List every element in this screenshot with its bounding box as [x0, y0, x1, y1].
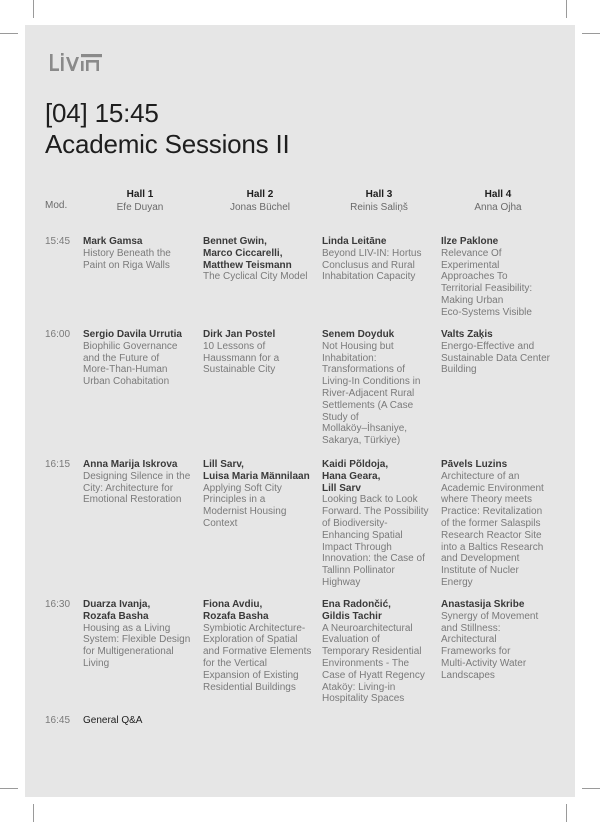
time-slot: 16:45: [45, 715, 71, 726]
title-line: Experimental: [441, 259, 500, 271]
talk-title: [203, 483, 321, 530]
hall-moderator: Efe Duyan: [116, 202, 164, 213]
title-line: Ataköy: Living-in: [322, 681, 396, 693]
title-line: for Multigenerational: [83, 646, 174, 658]
title-line: Case of Hyatt Regency: [322, 669, 425, 681]
title-line: Residential Buildings: [203, 681, 296, 693]
hall-header: [439, 188, 557, 214]
title-line: Making Urban: [441, 294, 504, 306]
crop-mark: [33, 0, 34, 18]
talk-title: [203, 623, 321, 694]
title-line: Synergy of Movement: [441, 610, 539, 622]
title-line: Context: [203, 517, 238, 529]
author-line: Anastasija Skribe: [441, 599, 525, 610]
title-line: A Neuroarchitectural: [322, 622, 413, 634]
title-line: Housing as a Living: [83, 622, 171, 634]
talk-entry: [83, 236, 201, 271]
author-line: Luisa Maria Männilaan: [203, 470, 310, 482]
talk-entry: [203, 599, 321, 693]
title-line: and Stillness:: [441, 622, 501, 634]
author-line: Matthew Teismann: [203, 259, 292, 271]
title-line: into a Baltics Research: [441, 541, 544, 553]
author-line: Ena Radončić,: [322, 599, 391, 610]
author-line: Kaidi Põldoja,: [322, 459, 389, 470]
talk-authors: [322, 599, 440, 623]
title-line: Transformations of: [322, 364, 405, 376]
title-line: Living-In Conditions in: [322, 376, 421, 388]
title-line: Eco-Systems Visible: [441, 306, 532, 318]
title-line: Energo-Effective and: [441, 340, 535, 352]
moderator-label: Mod.: [45, 200, 68, 211]
title-line: Emotional Restoration: [83, 494, 182, 506]
hall-header: [320, 188, 438, 214]
title-line: Multi-Activity Water: [441, 657, 527, 669]
title-line: Exploration of Spatial: [203, 634, 298, 646]
hall-name: Hall 1: [126, 189, 154, 200]
title-line: Tallinn Pollinator: [322, 565, 395, 577]
title-line: Not Housing but: [322, 340, 394, 352]
talk-title: [322, 623, 440, 706]
talk-entry: [83, 459, 201, 506]
author-line: Duarza Ivanja,: [83, 599, 151, 610]
title-line: Mollaköy–İhsaniye,: [322, 423, 408, 435]
page-title: [45, 98, 290, 160]
crop-mark: [33, 804, 34, 822]
title-line: Conclusus and Rural: [322, 259, 415, 271]
author-line: Pāvels Luzins: [441, 459, 508, 470]
talk-entry: [441, 329, 559, 376]
talk-entry: [322, 599, 440, 705]
author-line: Lill Sarv,: [203, 459, 244, 470]
crop-mark: [566, 0, 567, 18]
title-line: Landscapes: [441, 669, 495, 681]
talk-title: [441, 248, 559, 319]
author-line: Sergio Davila Urrutia: [83, 329, 182, 340]
title-line: Academic Environment: [441, 482, 544, 494]
talk-authors: [83, 459, 201, 471]
talk-authors: [441, 599, 559, 611]
title-line: Inhabitation Capacity: [322, 271, 416, 283]
talk-entry: [441, 459, 559, 589]
title-line: of the former Salaspils: [441, 517, 541, 529]
time-slot: 16:00: [45, 329, 71, 340]
session-code-time: [04] 15:45: [45, 98, 159, 128]
author-line: Fiona Avdiu,: [203, 599, 263, 610]
session-name: Academic Sessions II: [45, 129, 290, 159]
title-line: Evaluation of: [322, 634, 380, 646]
title-line: Sustainable City: [203, 364, 276, 376]
talk-entry: [203, 236, 321, 283]
talk-entry: [322, 459, 440, 589]
talk-title: [441, 341, 559, 376]
title-line: Impact Through: [322, 541, 392, 553]
author-line: Marco Ciccarelli,: [203, 247, 283, 259]
talk-entry: [203, 329, 321, 376]
talk-entry: [83, 329, 201, 388]
title-line: Territorial Feasibility:: [441, 283, 533, 295]
title-line: Settlements (A Case: [322, 399, 414, 411]
title-line: Approaches To: [441, 271, 508, 283]
title-line: Study of: [322, 411, 359, 423]
title-line: where Theory meets: [441, 494, 532, 506]
title-line: Hospitality Spaces: [322, 693, 405, 705]
author-line: Rozafa Basha: [203, 610, 269, 622]
author-line: Mark Gamsa: [83, 236, 143, 247]
talk-title: [441, 471, 559, 589]
talk-authors: [83, 599, 201, 623]
crop-mark: [0, 788, 18, 789]
talk-authors: [441, 236, 559, 248]
time-slot: 15:45: [45, 236, 71, 247]
hall-moderator: Anna Ojha: [474, 202, 522, 213]
talk-entry: [203, 459, 321, 530]
general-qa: General Q&A: [83, 715, 143, 726]
title-line: Architecture of an: [441, 470, 520, 482]
hall-name: Hall 3: [365, 189, 393, 200]
author-line: Ilze Paklone: [441, 236, 499, 247]
title-line: Energy: [441, 576, 473, 588]
title-line: Environments - The: [322, 657, 410, 669]
title-line: Innovation: the Case of: [322, 553, 425, 565]
livin-logo: [50, 52, 102, 72]
title-line: History Beneath the: [83, 247, 171, 259]
talk-entry: [441, 236, 559, 319]
title-line: Forward. The Possibility: [322, 506, 429, 518]
title-line: Symbiotic Architecture-: [203, 622, 306, 634]
author-line: Rozafa Basha: [83, 610, 149, 622]
talk-authors: [441, 459, 559, 471]
talk-authors: [83, 329, 201, 341]
talk-authors: [83, 236, 201, 248]
hall-name: Hall 4: [484, 189, 512, 200]
title-line: The Cyclical City Model: [203, 271, 308, 283]
title-line: Sustainable Data Center: [441, 352, 550, 364]
crop-mark: [582, 33, 600, 34]
title-line: Biophilic Governance: [83, 340, 178, 352]
talk-title: [83, 471, 201, 506]
author-line: Bennet Gwin,: [203, 236, 267, 247]
author-line: Linda Leitāne: [322, 236, 387, 247]
talk-entry: [322, 329, 440, 447]
title-line: and Development: [441, 553, 520, 565]
title-line: City: Architecture for: [83, 482, 174, 494]
title-line: Expansion of Existing: [203, 669, 299, 681]
hall-moderator: Reinis Saliņš: [350, 202, 408, 213]
time-slot: 16:15: [45, 459, 71, 470]
talk-entry: [441, 599, 559, 682]
talk-authors: [322, 329, 440, 341]
hall-header: [201, 188, 319, 214]
title-line: Relevance Of: [441, 247, 502, 259]
talk-title: [203, 271, 321, 283]
program-page: [25, 25, 575, 797]
hall-moderator: Jonas Büchel: [229, 202, 291, 213]
talk-authors: [203, 459, 321, 483]
talk-title: [83, 623, 201, 670]
title-line: Enhancing Spatial: [322, 529, 403, 541]
talk-title: [322, 494, 440, 588]
talk-title: [203, 341, 321, 376]
talk-authors: [203, 236, 321, 271]
hall-header: [81, 188, 199, 214]
talk-entry: [83, 599, 201, 670]
talk-authors: [441, 329, 559, 341]
talk-title: [83, 248, 201, 272]
time-slot: 16:30: [45, 599, 71, 610]
title-line: Highway: [322, 576, 361, 588]
title-line: Beyond LIV-IN: Hortus: [322, 247, 422, 259]
title-line: Designing Silence in the: [83, 470, 191, 482]
hall-name: Hall 2: [246, 189, 274, 200]
title-line: Sakarya, Türkiye): [322, 435, 401, 447]
title-line: Looking Back to Look: [322, 494, 418, 506]
talk-authors: [322, 459, 440, 494]
talk-title: [322, 248, 440, 283]
title-line: and Formative Elements: [203, 646, 312, 658]
title-line: Research Reactor Site: [441, 529, 542, 541]
crop-mark: [582, 788, 600, 789]
title-line: of Biodiversity-: [322, 517, 388, 529]
author-line: Hana Geara,: [322, 470, 381, 482]
title-line: and the Future of: [83, 352, 160, 364]
title-line: Haussmann for a: [203, 352, 280, 364]
title-line: Institute of Nucler: [441, 565, 519, 577]
author-line: Senem Doyduk: [322, 329, 395, 340]
title-line: Frameworks for: [441, 646, 511, 658]
title-line: for the Vertical: [203, 657, 267, 669]
title-line: Paint on Riga Walls: [83, 259, 170, 271]
talk-title: [83, 341, 201, 388]
crop-mark: [0, 33, 18, 34]
talk-authors: [203, 599, 321, 623]
talk-authors: [322, 236, 440, 248]
title-line: More-Than-Human: [83, 364, 168, 376]
author-line: Gildis Tachir: [322, 610, 382, 622]
title-line: System: Flexible Design: [83, 634, 191, 646]
title-line: Practice: Revitalization: [441, 506, 543, 518]
title-line: Building: [441, 364, 477, 376]
title-line: Architectural: [441, 634, 497, 646]
title-line: Principles in a: [203, 494, 266, 506]
title-line: Inhabitation:: [322, 352, 377, 364]
author-line: Anna Marija Iskrova: [83, 459, 178, 470]
crop-mark: [566, 804, 567, 822]
title-line: River-Adjacent Rural: [322, 387, 415, 399]
title-line: Applying Soft City: [203, 482, 282, 494]
talk-title: [322, 341, 440, 447]
talk-entry: [322, 236, 440, 283]
talk-title: [441, 611, 559, 682]
title-line: Modernist Housing: [203, 506, 287, 518]
talk-authors: [203, 329, 321, 341]
title-line: Urban Cohabitation: [83, 376, 170, 388]
author-line: Dirk Jan Postel: [203, 329, 276, 340]
author-line: Lill Sarv: [322, 482, 361, 494]
title-line: 10 Lessons of: [203, 340, 266, 352]
title-line: Living: [83, 657, 110, 669]
title-line: Temporary Residential: [322, 646, 422, 658]
author-line: Valts Zaķis: [441, 329, 493, 340]
